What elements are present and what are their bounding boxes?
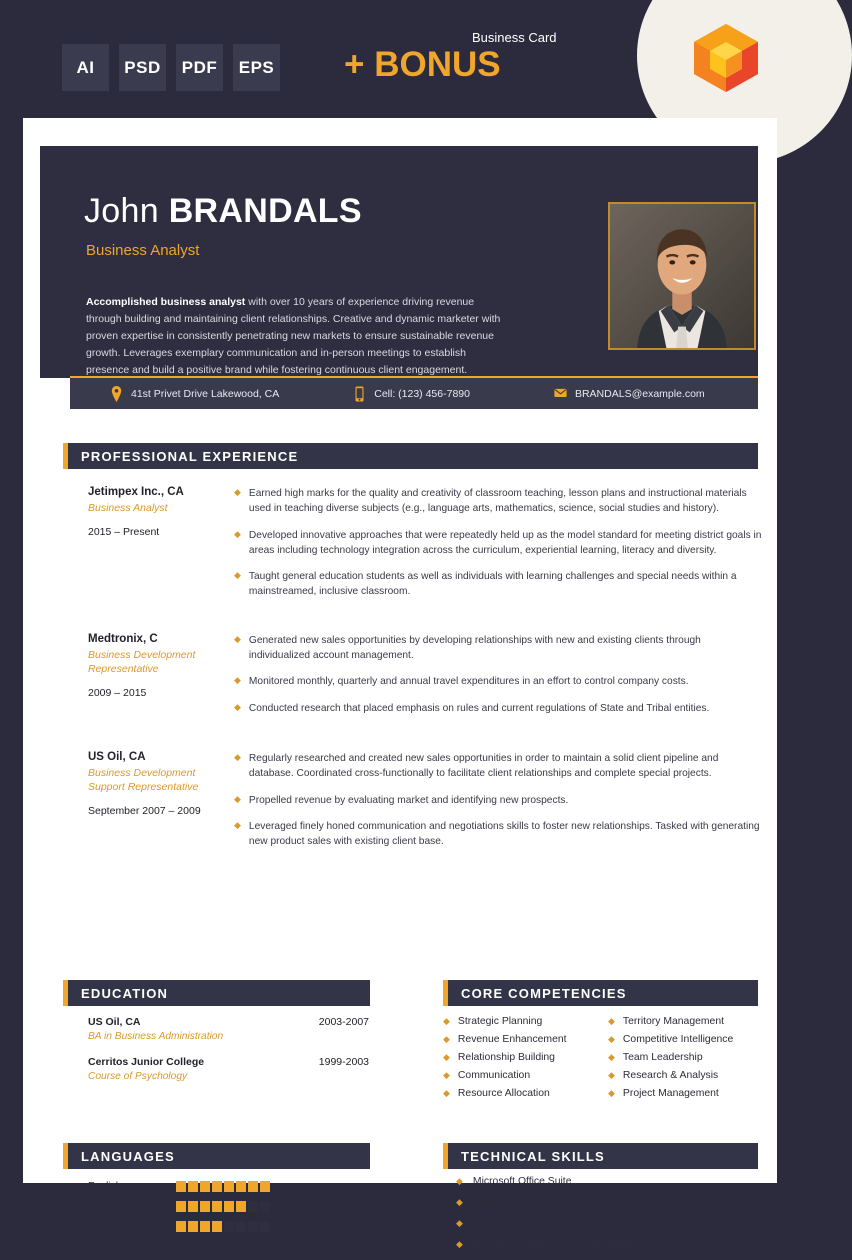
bullet-diamond-icon: ◆ (234, 819, 241, 830)
summary-highlight: Accomplished business analyst (86, 296, 246, 308)
employment-dates: 2015 – Present (88, 526, 160, 539)
experience-item (63, 633, 763, 727)
section-title-technical: TECHNICAL SKILLS (443, 1143, 758, 1169)
contact-address (110, 378, 279, 409)
school-name: US Oil, CA (88, 1016, 141, 1028)
employer-name: Medtronix, C (88, 632, 158, 645)
bonus-plus-sign: + (344, 45, 365, 84)
list-item: ◆ Strategic Planning (443, 1016, 543, 1027)
format-badge-ai: AI (62, 44, 109, 91)
profile-summary (86, 294, 506, 379)
bullet-diamond-icon: ◆ (456, 1197, 463, 1207)
list-item: ◆ Resource Allocation (443, 1088, 550, 1099)
list-item: ◆ Communication (443, 1070, 531, 1081)
list-item: ◆ Propelled revenue by evaluating market and identifying new prospects. (234, 793, 763, 808)
employment-dates: 2009 – 2015 (88, 687, 147, 700)
language-level-meter (176, 1221, 270, 1232)
address-text: 41st Privet Drive Lakewood, CA (131, 387, 280, 400)
phone-text: Cell: (123) 456-7890 (374, 387, 470, 400)
list-item: ◆ Google Analytics, Google Adwords (456, 1239, 633, 1250)
language-name: French (88, 1221, 120, 1232)
bonus-subtitle: Business Card (472, 30, 557, 45)
bullet-diamond-icon: ◆ (443, 1016, 450, 1026)
section-title-experience: PROFESSIONAL EXPERIENCE (63, 443, 758, 469)
last-name: BRANDALS (168, 192, 362, 230)
bonus-title (344, 45, 501, 85)
list-item: ◆ Leveraged finely honed communication and negotiations skills to foster new relationships. Tasked with generating new product sales with existing client base. (234, 819, 763, 850)
technical-skills-list (456, 1176, 776, 1260)
bullet-diamond-icon: ◆ (234, 701, 241, 712)
format-badge-psd: PSD (119, 44, 166, 91)
contact-bar (70, 376, 758, 409)
employment-dates: September 2007 – 2009 (88, 805, 201, 818)
envelope-icon (554, 386, 567, 402)
experience-bullets (228, 633, 763, 727)
resume-header (40, 146, 758, 378)
experience-meta (63, 751, 228, 860)
experience-item (63, 751, 763, 860)
location-pin-icon (110, 386, 123, 402)
first-name: John (84, 192, 159, 230)
list-item: ◆ Taught general education students as well as individuals with learning challenges and special needs within a mainstreamed, inclusive classroom. (234, 569, 763, 600)
language-name: English (88, 1181, 122, 1192)
list-item: ◆ Relationship Building (443, 1052, 555, 1063)
list-item: ◆ Earned high marks for the quality and creativity of classroom teaching, lesson plans and instructional materials used in teaching diverse subjects (e.g., language arts, mathematics, science, social studies and history). (234, 486, 763, 517)
bullet-diamond-icon: ◆ (234, 793, 241, 804)
language-level-meter (176, 1181, 270, 1192)
contact-email (554, 378, 705, 409)
experience-bullets (228, 486, 763, 611)
job-role: Business Analyst (86, 242, 200, 259)
language-item (63, 1181, 373, 1192)
bullet-diamond-icon: ◆ (234, 675, 241, 686)
experience-list (63, 486, 763, 878)
degree-name: Course of Psychology (88, 1071, 188, 1082)
bullet-diamond-icon: ◆ (608, 1070, 615, 1080)
bullet-diamond-icon: ◆ (234, 487, 241, 497)
format-badges (62, 44, 280, 91)
bullet-diamond-icon: ◆ (234, 570, 241, 581)
avatar (608, 202, 756, 350)
position-title: Business Analyst (88, 502, 168, 514)
experience-meta (63, 486, 228, 611)
language-item (63, 1221, 373, 1232)
education-years: 1999-2003 (318, 1056, 369, 1068)
list-item: ◆ Territory Management (608, 1016, 724, 1027)
app-logo (690, 22, 762, 94)
position-title: Business Development Representative (88, 648, 196, 675)
list-item: ◆ Team Leadership (608, 1052, 703, 1063)
school-name: Cerritos Junior College (88, 1056, 205, 1068)
bullet-diamond-icon: ◆ (456, 1239, 463, 1249)
bullet-diamond-icon: ◆ (443, 1052, 450, 1062)
education-years: 2003-2007 (318, 1016, 369, 1028)
format-badge-pdf: PDF (176, 44, 223, 91)
email-text: BRANDALS@example.com (574, 387, 705, 400)
degree-name: BA in Business Administration (88, 1031, 224, 1042)
language-item (63, 1201, 373, 1212)
bullet-diamond-icon: ◆ (234, 528, 241, 539)
bullet-diamond-icon: ◆ (234, 633, 241, 644)
bullet-diamond-icon: ◆ (443, 1070, 450, 1080)
summary-text: with over 10 years of experience driving revenue through building and maintaining client relationships. Creative and dynamic marketer with proven expertise in consistently penetrating new markets to ensure sustainable revenue growth. Leverages exemplary communication and in-person meetings to establish presence and build a positive brand while fostering continuous client engagement. (86, 296, 501, 376)
bullet-diamond-icon: ◆ (443, 1034, 450, 1044)
list-item: ◆ Competitive Intelligence (608, 1034, 734, 1045)
contact-phone (353, 378, 470, 409)
competencies-column-right (608, 1016, 773, 1106)
mobile-phone-icon (353, 386, 366, 402)
language-name: Spanish (88, 1201, 125, 1212)
bullet-diamond-icon: ◆ (443, 1088, 450, 1098)
bullet-diamond-icon: ◆ (608, 1034, 615, 1044)
list-item: ◆ Generated new sales opportunities by developing relationships with new and existing clients through individualized account management. (234, 633, 763, 664)
bonus-word: BONUS (374, 45, 501, 84)
experience-item (63, 486, 763, 611)
section-title-education: EDUCATION (63, 980, 370, 1006)
education-list (63, 1016, 373, 1096)
employer-name: US Oil, CA (88, 750, 146, 763)
employer-name: Jetimpex Inc., CA (88, 486, 184, 498)
section-title-languages: LANGUAGES (63, 1143, 370, 1169)
list-item: ◆ Developed innovative approaches that were repeatedly held up as the model standard for meeting district goals in areas including technology integration across the curriculum, experiential learning, literacy and diversity. (234, 528, 763, 559)
list-item: ◆ Regularly researched and created new sales opportunities in order to maintain a solid client pipeline and database. Coordinated cross-functionally to facilitate client relationships and complete special projects. (234, 751, 763, 782)
competencies-list (443, 1016, 773, 1106)
candidate-name (84, 192, 362, 231)
list-item: ◆ Microsoft Office Suite (456, 1176, 572, 1187)
list-item: ◆ Research & Analysis (608, 1070, 719, 1081)
bullet-diamond-icon: ◆ (608, 1052, 615, 1062)
promo-bar (0, 0, 800, 118)
experience-bullets (228, 751, 763, 860)
list-item: ◆ Revenue Enhancement (443, 1034, 567, 1045)
section-title-competencies: CORE COMPETENCIES (443, 980, 758, 1006)
list-item: ◆ HubSpot (456, 1218, 514, 1229)
resume-sheet (23, 118, 777, 1250)
list-item: ◆ SalesForce.com (456, 1197, 548, 1208)
bullet-diamond-icon: ◆ (456, 1218, 463, 1228)
languages-list (63, 1181, 373, 1241)
competencies-column-left (443, 1016, 608, 1106)
education-item (63, 1016, 373, 1042)
bullet-diamond-icon: ◆ (234, 751, 241, 762)
education-item (63, 1056, 373, 1082)
position-title: Business Development Support Representative (88, 766, 199, 794)
bullet-diamond-icon: ◆ (456, 1176, 463, 1186)
language-level-meter (176, 1201, 270, 1212)
bullet-diamond-icon: ◆ (608, 1016, 615, 1026)
bullet-diamond-icon: ◆ (608, 1088, 615, 1098)
list-item: ◆ Project Management (608, 1088, 719, 1099)
list-item: ◆ Monitored monthly, quarterly and annual travel expenditures in an effort to control company costs. (234, 674, 763, 689)
list-item: ◆ Conducted research that placed emphasis on rules and current regulations of State and Tribal entities. (234, 701, 763, 716)
experience-meta (63, 633, 228, 727)
format-badge-eps: EPS (233, 44, 280, 91)
